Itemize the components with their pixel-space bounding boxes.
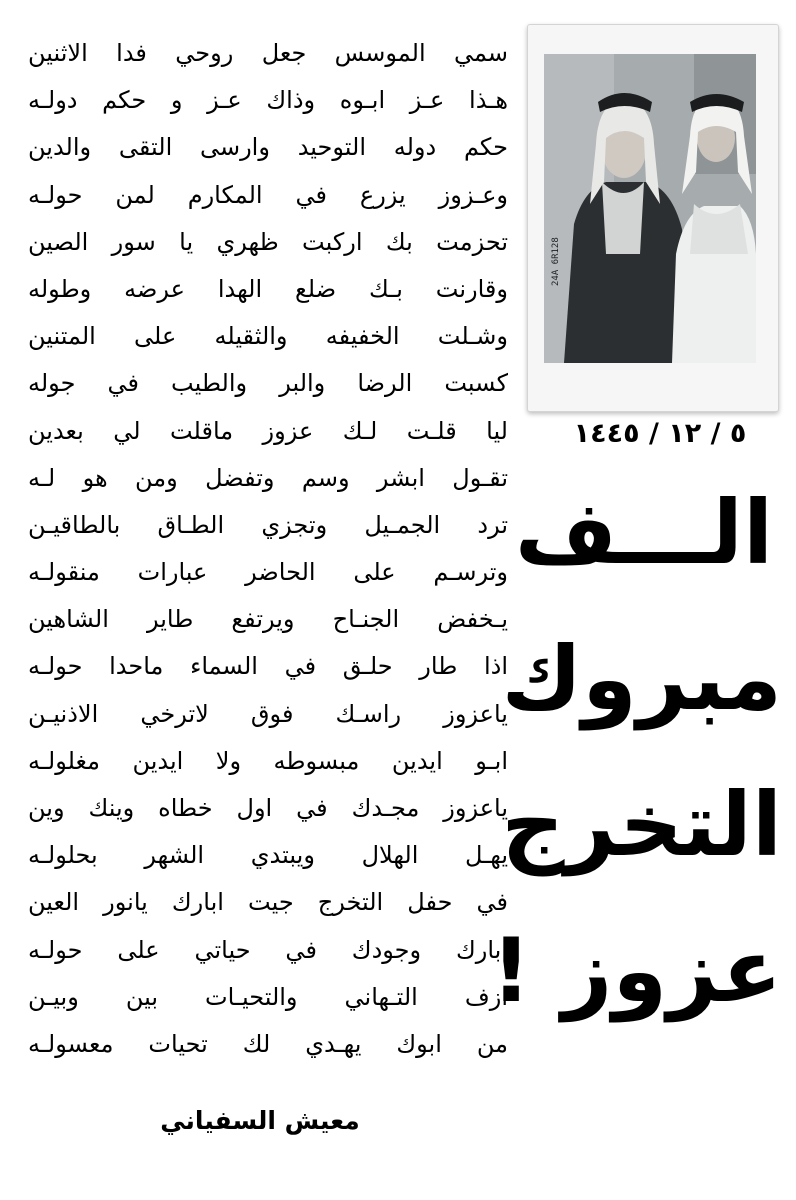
verse-3: حكم دوله التوحيد وارسى التقى والدين [28, 133, 508, 162]
headline-line-1: الـــف [514, 481, 774, 584]
verse-19: في حفل التخرج جيت ابارك يانور العين [28, 888, 508, 917]
poem-author: معيش السفياني [160, 1106, 360, 1135]
verse-20: ابارك وجودك في حياتي على حولـه [28, 935, 508, 964]
graduation-photo [544, 54, 756, 363]
verse-2: هـذا عـز ابـوه وذاك عـز و حكم دولـه [28, 86, 508, 115]
verse-13: يـخفض الجنـاح ويرتفع طاير الشاهين [28, 605, 508, 634]
verse-11: ترد الجمـيل وتجزي الطـاق بالطاقيـن [28, 510, 508, 539]
verse-10: تقـول ابشر وسم وتفضل ومن هو لـه [28, 463, 508, 492]
verse-8: كسبت الرضا والبر والطيب في جوله [28, 369, 508, 398]
verse-6: وقارنت بـك ضلع الهدا عرضه وطوله [28, 274, 508, 303]
verse-9: ليا قلـت لـك عزوز ماقلت لي بعدين [28, 416, 508, 445]
verse-12: وترسـم على الحاضر عبارات منقولـه [28, 558, 508, 587]
verse-5: تحزمت بك اركبت ظهري يا سور الصين [28, 227, 508, 256]
verse-7: وشـلت الخفيفه والثقيله على المتنين [28, 322, 508, 351]
verse-17: ياعزوز مجـدك في اول خطاه وينك وين [28, 794, 508, 822]
verse-14: اذا طار حلـق في السماء ماحدا حولـه [28, 652, 508, 681]
headline-line-4: عزوز ! [491, 919, 782, 1022]
poem-body [28, 30, 508, 1068]
verse-4: وعـزوز يزرع في المكارم لمن حولـه [28, 180, 508, 209]
headline-line-2: مبروك [501, 627, 782, 730]
date-caption: ٥ / ١٢ / ١٤٤٥ [573, 418, 747, 449]
verse-18: يهـل الهلال ويبتدي الشهر بحلولـه [28, 841, 508, 870]
verse-22: من ابوك يهـدي لك تحيات معسولـه [28, 1029, 508, 1058]
verse-15: ياعزوز راسـك فوق لاترخي الاذنيـن [28, 699, 508, 728]
verse-16: ابـو ايدين مبسوطه ولا ايدين مغلولـه [28, 746, 508, 775]
svg-text:24A 6R128: 24A 6R128 [551, 237, 561, 286]
polaroid-frame [527, 24, 779, 412]
photo-illustration [544, 54, 756, 363]
verse-1: سمي الموسس جعل روحي فدا الاثنين [28, 39, 508, 67]
verse-21: ازف التـهاني والتحيـات بين وبيـن [28, 982, 508, 1011]
headline-line-3: التخرج [501, 773, 782, 876]
